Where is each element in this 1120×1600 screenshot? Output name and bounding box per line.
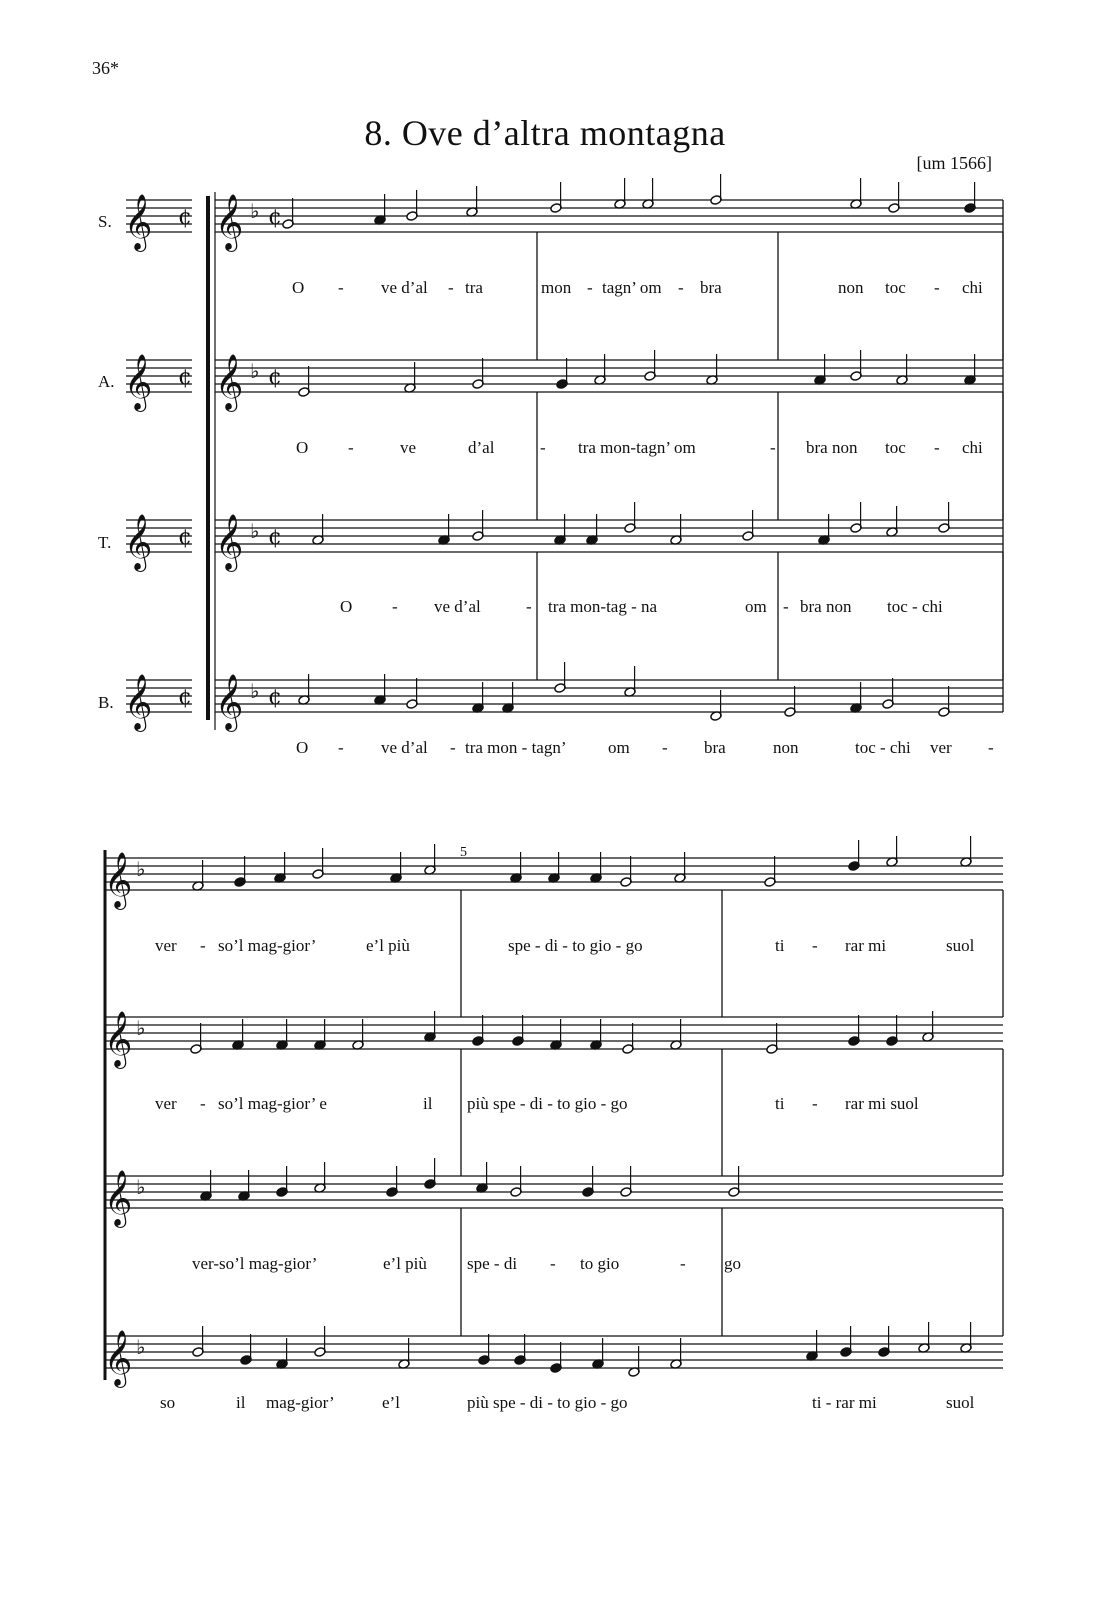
flat-icon: ♭ (136, 1335, 146, 1359)
voice-label-alto: A. (98, 372, 115, 391)
treble-clef-icon: 𝄞 (104, 1170, 133, 1226)
lyric: - (680, 1254, 686, 1273)
lyric: - (392, 597, 398, 616)
lyric: tagn’ om (602, 278, 662, 297)
treble-clef-icon: 𝄞 (215, 354, 244, 410)
lyric: bra non (806, 438, 858, 457)
lyric: - (934, 438, 940, 457)
lyric: bra (704, 738, 726, 757)
lyric: O (296, 738, 309, 757)
treble-clef-icon: 𝄞 (104, 852, 133, 908)
lyric: ve d’al (381, 278, 428, 297)
lyric: ver (155, 1094, 177, 1113)
treble-clef-icon: 𝄞 (104, 1330, 133, 1386)
cut-time-icon: ¢ (178, 365, 192, 390)
lyric: - (540, 438, 546, 457)
c-clef-icon: 𝄞 (124, 354, 153, 410)
voice-notes (312, 502, 950, 545)
voice-notes (282, 174, 976, 229)
lyric: toc (885, 278, 906, 297)
date-annotation: [um 1566] (916, 153, 992, 173)
lyric: - (448, 278, 454, 297)
lyric: - (200, 936, 206, 955)
piece-title: 8. Ove d’altra montagna (364, 113, 726, 153)
lyric: rar mi suol (845, 1094, 919, 1113)
lyric: più spe - di - to gio - go (467, 1393, 628, 1412)
voice-notes (192, 836, 972, 891)
treble-clef-icon: 𝄞 (215, 514, 244, 570)
lyric: O (340, 597, 353, 616)
cut-time-icon: ¢ (178, 685, 192, 710)
lyric: tra mon-tag - na (548, 597, 658, 616)
lyric: e’l (382, 1393, 400, 1412)
lyric: - (934, 278, 940, 297)
staff (104, 1330, 1003, 1388)
lyric: O (292, 278, 305, 297)
lyric: - (450, 738, 456, 757)
incipit-staff (124, 674, 192, 732)
incipit-staff (124, 194, 192, 252)
lyric: suol (946, 936, 975, 955)
lyric: suol (946, 1393, 975, 1412)
cut-time-icon: ¢ (268, 365, 282, 390)
staff (104, 1011, 1003, 1069)
lyric: - (770, 438, 776, 457)
lyric: ve (400, 438, 417, 457)
staff (215, 514, 1003, 572)
voice-label-bass: B. (98, 693, 114, 712)
staff (215, 194, 1003, 252)
system-bracket (206, 196, 210, 720)
lyric: non (838, 278, 864, 297)
lyric: spe - di - to gio - go (508, 936, 643, 955)
lyric: mon (541, 278, 572, 297)
lyric: e’l più (383, 1254, 427, 1273)
cut-time-icon: ¢ (268, 525, 282, 550)
treble-clef-icon: 𝄞 (215, 674, 244, 730)
treble-clef-icon: 𝄞 (104, 1011, 133, 1067)
voice-label-tenor: T. (98, 533, 112, 552)
lyric: spe - di (467, 1254, 518, 1273)
cut-time-icon: ¢ (268, 685, 282, 710)
incipit-staff (124, 514, 192, 572)
lyric: - (812, 1094, 818, 1113)
lyric: tra mon-tagn’ om (578, 438, 696, 457)
lyric: mag-gior’ (266, 1393, 335, 1412)
flat-icon: ♭ (250, 679, 260, 703)
lyric: so’l mag-gior’ (218, 936, 317, 955)
c-clef-icon: 𝄞 (124, 514, 153, 570)
lyric: ve d’al (381, 738, 428, 757)
voice-label-soprano: S. (98, 212, 112, 231)
lyric: - (200, 1094, 206, 1113)
lyric: d’al (468, 438, 495, 457)
lyric: toc (885, 438, 906, 457)
lyric: - (662, 738, 668, 757)
lyric: om (745, 597, 767, 616)
lyric: - (783, 597, 789, 616)
lyric: più spe - di - to gio - go (467, 1094, 628, 1113)
lyric: ver (930, 738, 952, 757)
lyric: om (608, 738, 630, 757)
lyric: e’l più (366, 936, 410, 955)
lyric: chi (962, 278, 983, 297)
cut-time-icon: ¢ (178, 205, 192, 230)
cut-time-icon: ¢ (178, 525, 192, 550)
flat-icon: ♭ (136, 1016, 146, 1040)
lyric: ti (775, 936, 785, 955)
lyric: so (160, 1393, 176, 1412)
lyric: non (773, 738, 799, 757)
voice-notes (192, 1322, 972, 1377)
flat-icon: ♭ (250, 359, 260, 383)
treble-clef-icon: 𝄞 (124, 194, 153, 250)
lyric: so’l mag-gior’ e (218, 1094, 327, 1113)
lyric: - (338, 278, 344, 297)
measure-number: 5 (460, 845, 467, 860)
c-clef-icon: 𝄞 (124, 674, 153, 730)
lyric: bra non (800, 597, 852, 616)
lyric: il (423, 1094, 433, 1113)
flat-icon: ♭ (136, 1175, 146, 1199)
staff (215, 354, 1003, 412)
lyric: - (812, 936, 818, 955)
lyric: rar mi (845, 936, 887, 955)
lyric: - (550, 1254, 556, 1273)
flat-icon: ♭ (250, 519, 260, 543)
cut-time-icon: ¢ (268, 205, 282, 230)
lyric: toc - chi (855, 738, 911, 757)
flat-icon: ♭ (136, 857, 146, 881)
lyric: ti - rar mi (812, 1393, 877, 1412)
flat-icon: ♭ (250, 199, 260, 223)
lyric: bra (700, 278, 722, 297)
lyric: - (587, 278, 593, 297)
lyric: tra (465, 278, 483, 297)
lyric: - (526, 597, 532, 616)
lyric: chi (962, 438, 983, 457)
lyric: ve d’al (434, 597, 481, 616)
treble-clef-icon: 𝄞 (215, 194, 244, 250)
lyric: toc - chi (887, 597, 943, 616)
lyric: ver (155, 936, 177, 955)
lyric: ver-so’l mag-gior’ (192, 1254, 318, 1273)
lyric: il (236, 1393, 246, 1412)
lyric: - (678, 278, 684, 297)
incipit-staff (124, 354, 192, 412)
lyric: - (348, 438, 354, 457)
lyric: to gio (580, 1254, 620, 1273)
lyric: tra mon - tagn’ (465, 738, 567, 757)
lyric: ti (775, 1094, 785, 1113)
lyric: - (988, 738, 994, 757)
lyric: - (338, 738, 344, 757)
staff (104, 1170, 1003, 1228)
voice-notes (200, 1158, 740, 1201)
voice-notes (298, 350, 976, 397)
page-number: 36* (92, 58, 119, 78)
lyric: go (724, 1254, 741, 1273)
lyric: O (296, 438, 309, 457)
